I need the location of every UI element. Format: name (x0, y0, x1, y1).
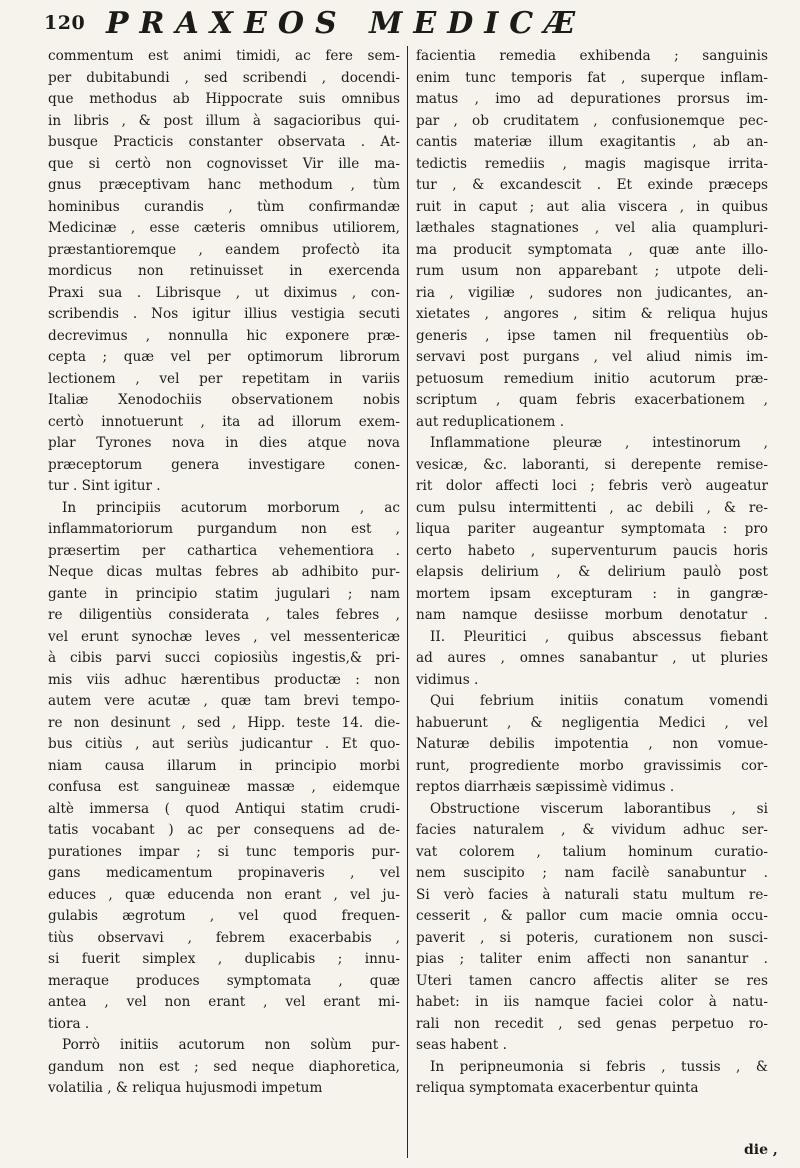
text-line: vesicæ, &c. laboranti, si derepente remise- (416, 456, 768, 473)
text-line: inflammatoriorum purgandum non est , (48, 521, 400, 537)
text-line: læthales stagnationes , vel alia quampluri- (416, 220, 768, 236)
text-line: vat colorem , talium hominum curatio- (416, 843, 768, 860)
text-line: tur . Sint igitur . (48, 478, 161, 494)
text-line: II. Pleuritici , quibus abscessus fiebant (430, 628, 768, 645)
text-line: cantis materiæ illum exagitantis , ab an- (416, 134, 768, 150)
text-line: Si verò facies à naturali statu multum re- (416, 886, 768, 903)
text-line: Uteri tamen cancro affectis aliter se res (416, 972, 768, 989)
text-line: reptos diarrhæis sæpissimè vidimus . (416, 779, 675, 795)
text-line: à cibis parvi succi copiosiùs ingestis,& pri- (48, 650, 400, 666)
text-line: mordicus non retinuisset in exercenda (48, 263, 400, 279)
text-line: Praxi sua . Librisque , ut diximus , con- (48, 284, 400, 301)
text-line: re diligentiùs considerata , tales febres , (48, 607, 400, 623)
text-line: si fuerit simplex , duplicabis ; innu- (48, 951, 400, 967)
text-line: xietates , angores , sitim & reliqua hujus (416, 306, 768, 322)
text-line: gandum non est ; sed neque diaphoretica, (48, 1058, 400, 1075)
text-line: decrevimus , nonnulla hic exponere præ- (48, 327, 400, 344)
text-line: ma producit symptomata , quæ ante illo- (416, 241, 768, 258)
text-line: vel erunt synochæ leves , vel messentericæ (48, 628, 400, 645)
text-line: educes , quæ educenda non erant , vel ju- (48, 886, 400, 903)
text-line: altè immersa ( quod Antiqui statim crudi- (48, 800, 400, 817)
text-line: purationes impar ; si tunc temporis pur- (48, 843, 400, 860)
text-line: gulabis ægrotum , vel quod frequen- (48, 908, 400, 924)
running-title: PRAXEOS MEDICÆ (106, 6, 587, 41)
text-line: ad aures , omnes sanabantur , ut pluries (416, 650, 768, 666)
text-line: que si certò non cognovisset Vir ille ma- (48, 155, 400, 172)
text-line: antea , vel non erant , vel erant mi- (48, 994, 400, 1010)
text-line: nem suscipito ; nam facilè sanabuntur . (416, 865, 768, 881)
catchword: die , (744, 1142, 778, 1158)
text-line: rum usum non apparebant ; utpote deli- (416, 263, 768, 279)
text-line: certò innotuerunt , ita ad illorum exem- (48, 413, 400, 430)
text-line: matus , imo ad depurationes prorsus im- (416, 91, 768, 107)
text-line: tur , & excandescit . Et exinde præceps (416, 177, 768, 193)
text-line: gante in principio statim jugulari ; nam (48, 585, 400, 602)
text-line: enim tunc temporis fat , superque inflam- (416, 69, 768, 86)
text-line: Naturæ debilis impotentia , non vomue- (416, 736, 768, 752)
text-line: paverit , si poteris, curationem non susci- (416, 929, 768, 946)
text-line: tiora . (48, 1015, 90, 1032)
text-line: nam namque desiisse morbum denotatur . (416, 607, 768, 623)
text-line: Porrò initiis acutorum non solùm pur- (62, 1037, 400, 1053)
text-line: certo habeto , superventurum paucis horis (416, 542, 768, 559)
text-line: tiùs observavi , febrem exacerbabis , (48, 929, 400, 946)
text-line: ruit in caput ; aut alia viscera , in quibus (416, 198, 768, 215)
text-line: tatis vocabant ) ac per consequens ad de- (48, 822, 400, 838)
text-line: volatilia , & reliqua hujusmodi impetum (48, 1080, 323, 1096)
text-line: In principiis acutorum morborum , ac (62, 499, 400, 516)
text-line: lectionem , vel per repetitam in variis (48, 370, 400, 387)
text-line: præstantioremque , eandem profectò ita (48, 241, 400, 258)
text-line: præsertim per cathartica vehementiora . (48, 542, 400, 559)
text-line: bus citiùs , aut seriùs judicantur . Et quo- (48, 736, 400, 752)
text-line: In peripneumonia si febris , tussis , & (430, 1058, 768, 1075)
text-line: rit dolor affecti loci ; febris verò augeatur (416, 478, 768, 494)
text-line: gans medicamentum propinaveris , vel (48, 865, 400, 881)
text-line: Italiæ Xenodochiis observationem nobis (48, 392, 400, 408)
text-line: mortem ipsam excepturam : in gangræ- (416, 585, 768, 602)
text-line: per dubitabundi , sed scribendi , docendi- (48, 69, 400, 86)
left-text-column (48, 46, 400, 1166)
text-line: scriptum , quam febris exacerbationem , (416, 392, 768, 408)
text-line: Qui febrium initiis conatum vomendi (430, 693, 768, 709)
text-line: autem vere acutæ , quæ tam brevi tempo- (48, 693, 400, 709)
text-line: petuosum remedium initio acutorum præ- (416, 370, 768, 387)
text-line: tedictis remediis , magis magisque irrita- (416, 155, 768, 172)
text-line: mis viis adhuc hærentibus productæ : non (48, 671, 400, 688)
text-line: Inflammatione pleuræ , intestinorum , (430, 435, 768, 451)
text-line: scribendis . Nos igitur illius vestigia secuti (48, 306, 400, 322)
text-line: in libris , & post illum à sagacioribus qui- (48, 112, 400, 129)
text-line: busque Practicis constanter observata . At- (48, 134, 400, 150)
text-line: pias ; taliter enim affecti non sanantur . (416, 951, 768, 967)
text-line: cepta ; quæ vel per optimorum librorum (48, 349, 400, 365)
text-line: hominibus curandis , tùm confirmandæ (48, 198, 400, 215)
page-header (44, 6, 784, 40)
text-line: præceptorum genera investigare conen- (48, 456, 400, 473)
right-text-column (416, 46, 768, 1166)
text-line: aut reduplicationem . (416, 413, 565, 430)
text-line: Obstructione viscerum laborantibus , si (430, 800, 768, 817)
text-line: habuerunt , & negligentia Medici , vel (416, 714, 768, 731)
text-line: liqua pariter augeantur symptomata : pro (416, 521, 768, 537)
text-line: gnus præceptivam hanc methodum , tùm (48, 177, 400, 193)
text-line: Medicinæ , esse cæteris omnibus utiliorem, (48, 220, 400, 236)
text-line: reliqua symptomata exacerbentur quinta (416, 1080, 699, 1096)
text-line: plar Tyrones nova in dies atque nova (48, 435, 400, 451)
text-line: confusa est sanguineæ massæ , eidemque (48, 779, 400, 795)
text-line: facientia remedia exhibenda ; sanguinis (416, 48, 768, 64)
column-divider (407, 46, 408, 1158)
text-line: habet: in iis namque faciei color à natu- (416, 994, 768, 1010)
text-line: Neque dicas multas febres ab adhibito pur- (48, 564, 400, 580)
text-line: cesserit , & pallor cum macie omnia occu- (416, 908, 768, 924)
text-line: ria , vigiliæ , sudores non judicantes, an- (416, 284, 768, 301)
text-line: niam causa illarum in principio morbi (48, 757, 400, 774)
text-line: vidimus . (416, 671, 479, 688)
text-line: seas habent . (416, 1037, 507, 1053)
text-line: meraque produces symptomata , quæ (48, 972, 400, 989)
text-line: elapsis delirium , & delirium paulò post (416, 564, 768, 580)
text-line: facies naturalem , & vividum adhuc ser- (416, 822, 768, 838)
page-number: 120 (44, 12, 86, 34)
text-line: par , ob cruditatem , confusionemque pec- (416, 112, 768, 129)
text-line: commentum est animi timidi, ac fere sem- (48, 48, 400, 64)
text-line: re non desinunt , sed , Hipp. teste 14. die- (48, 714, 400, 731)
text-line: cum pulsu intermittenti , ac debili , & re- (416, 499, 768, 516)
text-line: rali non recedit , sed genas perpetuo ro- (416, 1015, 768, 1032)
text-line: servavi post purgans , vel aliud nimis im- (416, 349, 768, 365)
text-line: runt, progrediente morbo gravissimis cor- (416, 757, 768, 774)
text-line: generis , ipse tamen nil frequentiùs ob- (416, 327, 768, 344)
text-line: que methodus ab Hippocrate suis omnibus (48, 91, 400, 107)
